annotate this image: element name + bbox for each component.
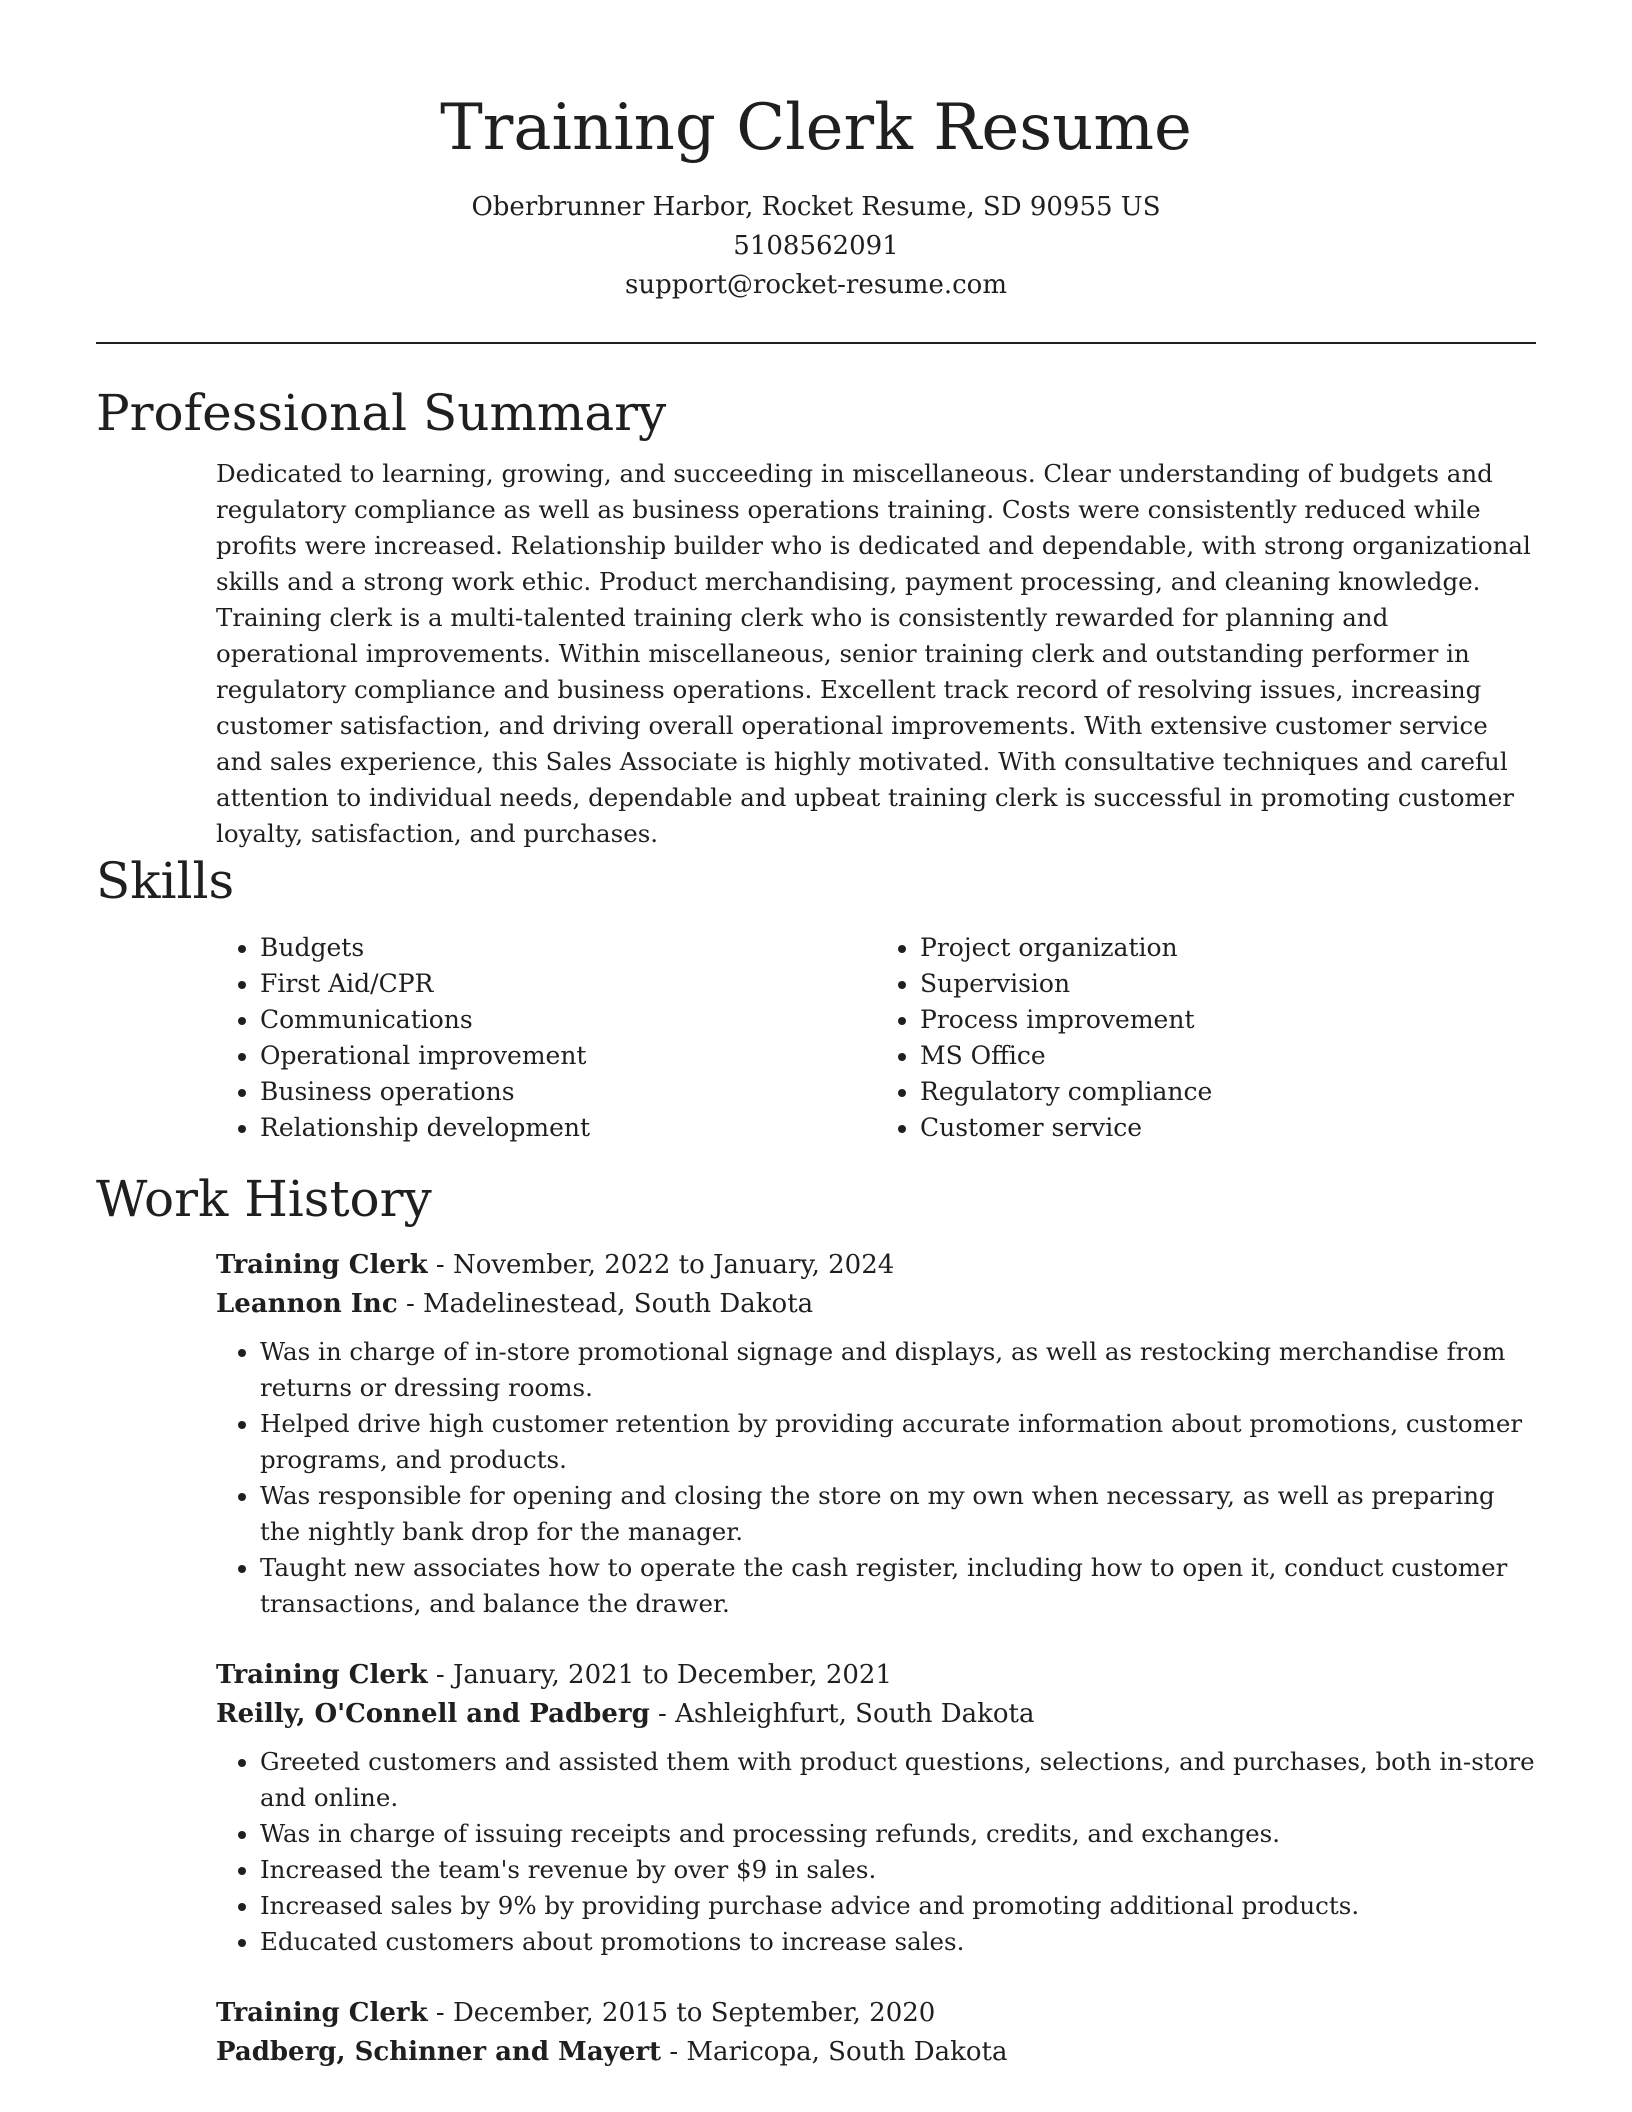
email: support@rocket-resume.com <box>624 270 1007 300</box>
job-title: Training Clerk <box>216 1250 428 1280</box>
job-bullets <box>216 1744 1536 1960</box>
job-location: Ashleighfurt, South Dakota <box>675 1699 1035 1729</box>
job-separator: - <box>405 1289 423 1319</box>
skills-list-right <box>876 930 1536 1146</box>
job-separator: - <box>669 2037 687 2067</box>
resume-title: Training Clerk Resume <box>440 91 1192 165</box>
job-bullet: • Was in charge of issuing receipts and processing refunds, credits, and exchanges. <box>260 1816 1536 1852</box>
job-separator: - <box>435 1660 453 1690</box>
contact-info <box>0 188 1632 305</box>
job-separator: - <box>435 1250 453 1280</box>
skills-section <box>96 846 1536 1146</box>
skill-item: • Customer service <box>920 1110 1536 1146</box>
job-bullet: • Increased the team's revenue by over $9 in sales. <box>260 1852 1536 1888</box>
skill-item: • Communications <box>260 1002 876 1038</box>
job-company-line <box>216 1695 1536 1734</box>
job-bullet: • Greeted customers and assisted them with product questions, selections, and purchases, both in-store and online. <box>260 1744 1536 1816</box>
phone: 5108562091 <box>733 231 899 261</box>
job-title: Training Clerk <box>216 1998 428 2028</box>
summary-heading: Professional Summary <box>96 384 667 442</box>
job-bullet: • Helped drive high customer retention by providing accurate information about promotions, customer programs, and products. <box>260 1406 1536 1478</box>
job-company-line <box>216 2033 1536 2072</box>
job-company-line <box>216 1285 1536 1324</box>
work-heading: Work History <box>96 1170 432 1228</box>
job-dates: January, 2021 to December, 2021 <box>452 1660 892 1690</box>
skill-item: • Budgets <box>260 930 876 966</box>
address: Oberbrunner Harbor, Rocket Resume, SD 90955 US <box>471 192 1161 222</box>
job-bullet: • Educated customers about promotions to increase sales. <box>260 1924 1536 1960</box>
skill-item: • Project organization <box>920 930 1536 966</box>
job-bullet: • Increased sales by 9% by providing purchase advice and promoting additional products. <box>260 1888 1536 1924</box>
job-company: Leannon Inc <box>216 1289 398 1319</box>
job-title-line <box>216 1246 1536 1285</box>
skill-item: • Relationship development <box>260 1110 876 1146</box>
job-company: Reilly, O'Connell and Padberg <box>216 1699 650 1729</box>
skill-item: • First Aid/CPR <box>260 966 876 1002</box>
job-entry <box>216 1246 1536 1622</box>
job-location: Maricopa, South Dakota <box>686 2037 1008 2067</box>
job-dates: December, 2015 to September, 2020 <box>452 1998 936 2028</box>
skill-item: • Supervision <box>920 966 1536 1002</box>
work-section <box>96 1164 1536 2072</box>
skill-item: • Process improvement <box>920 1002 1536 1038</box>
resume-header <box>0 0 1632 305</box>
job-entry <box>216 1656 1536 1960</box>
job-entry <box>216 1994 1536 2072</box>
job-separator: - <box>435 1998 453 2028</box>
summary-section <box>96 378 1536 852</box>
skill-item: • MS Office <box>920 1038 1536 1074</box>
job-bullet: • Taught new associates how to operate the cash register, including how to open it, conduct customer transactions, and balance the drawer. <box>260 1550 1536 1622</box>
job-bullets <box>216 1334 1536 1622</box>
job-separator: - <box>658 1699 676 1729</box>
skills-heading: Skills <box>96 852 235 910</box>
skills-list-left <box>216 930 876 1146</box>
skill-item: • Regulatory compliance <box>920 1074 1536 1110</box>
job-title-line <box>216 1656 1536 1695</box>
job-dates: November, 2022 to January, 2024 <box>452 1250 895 1280</box>
skill-item: • Business operations <box>260 1074 876 1110</box>
job-bullet: • Was responsible for opening and closing the store on my own when necessary, as well as preparing the nightly bank drop for the manager. <box>260 1478 1536 1550</box>
job-bullet: • Was in charge of in-store promotional signage and displays, as well as restocking merchandise from returns or dressing rooms. <box>260 1334 1536 1406</box>
job-title: Training Clerk <box>216 1660 428 1690</box>
summary-text: Dedicated to learning, growing, and succeeding in miscellaneous. Clear understanding of budgets and regulatory compliance as well as business operations training. Costs were consistently reduced while profits were increased. Relationship builder who is dedicated and dependable, with strong organizational skills and a strong work ethic. Product merchandising, payment processing, and cleaning knowledge. Training clerk is a multi-talented training clerk who is consistently rewarded for planning and operational improvements. Within miscellaneous, senior training clerk and outstanding performer in regulatory compliance and business operations. Excellent track record of resolving issues, increasing customer satisfaction, and driving overall operational improvements. With extensive customer service and sales experience, this Sales Associate is highly motivated. With consultative techniques and careful attention to individual needs, dependable and upbeat training clerk is successful in promoting customer loyalty, satisfaction, and purchases. <box>216 459 1531 848</box>
header-divider <box>96 342 1536 344</box>
job-location: Madelinestead, South Dakota <box>423 1289 814 1319</box>
job-company: Padberg, Schinner and Mayert <box>216 2037 662 2067</box>
skills-grid <box>216 930 1536 1146</box>
skill-item: • Operational improvement <box>260 1038 876 1074</box>
job-title-line <box>216 1994 1536 2033</box>
